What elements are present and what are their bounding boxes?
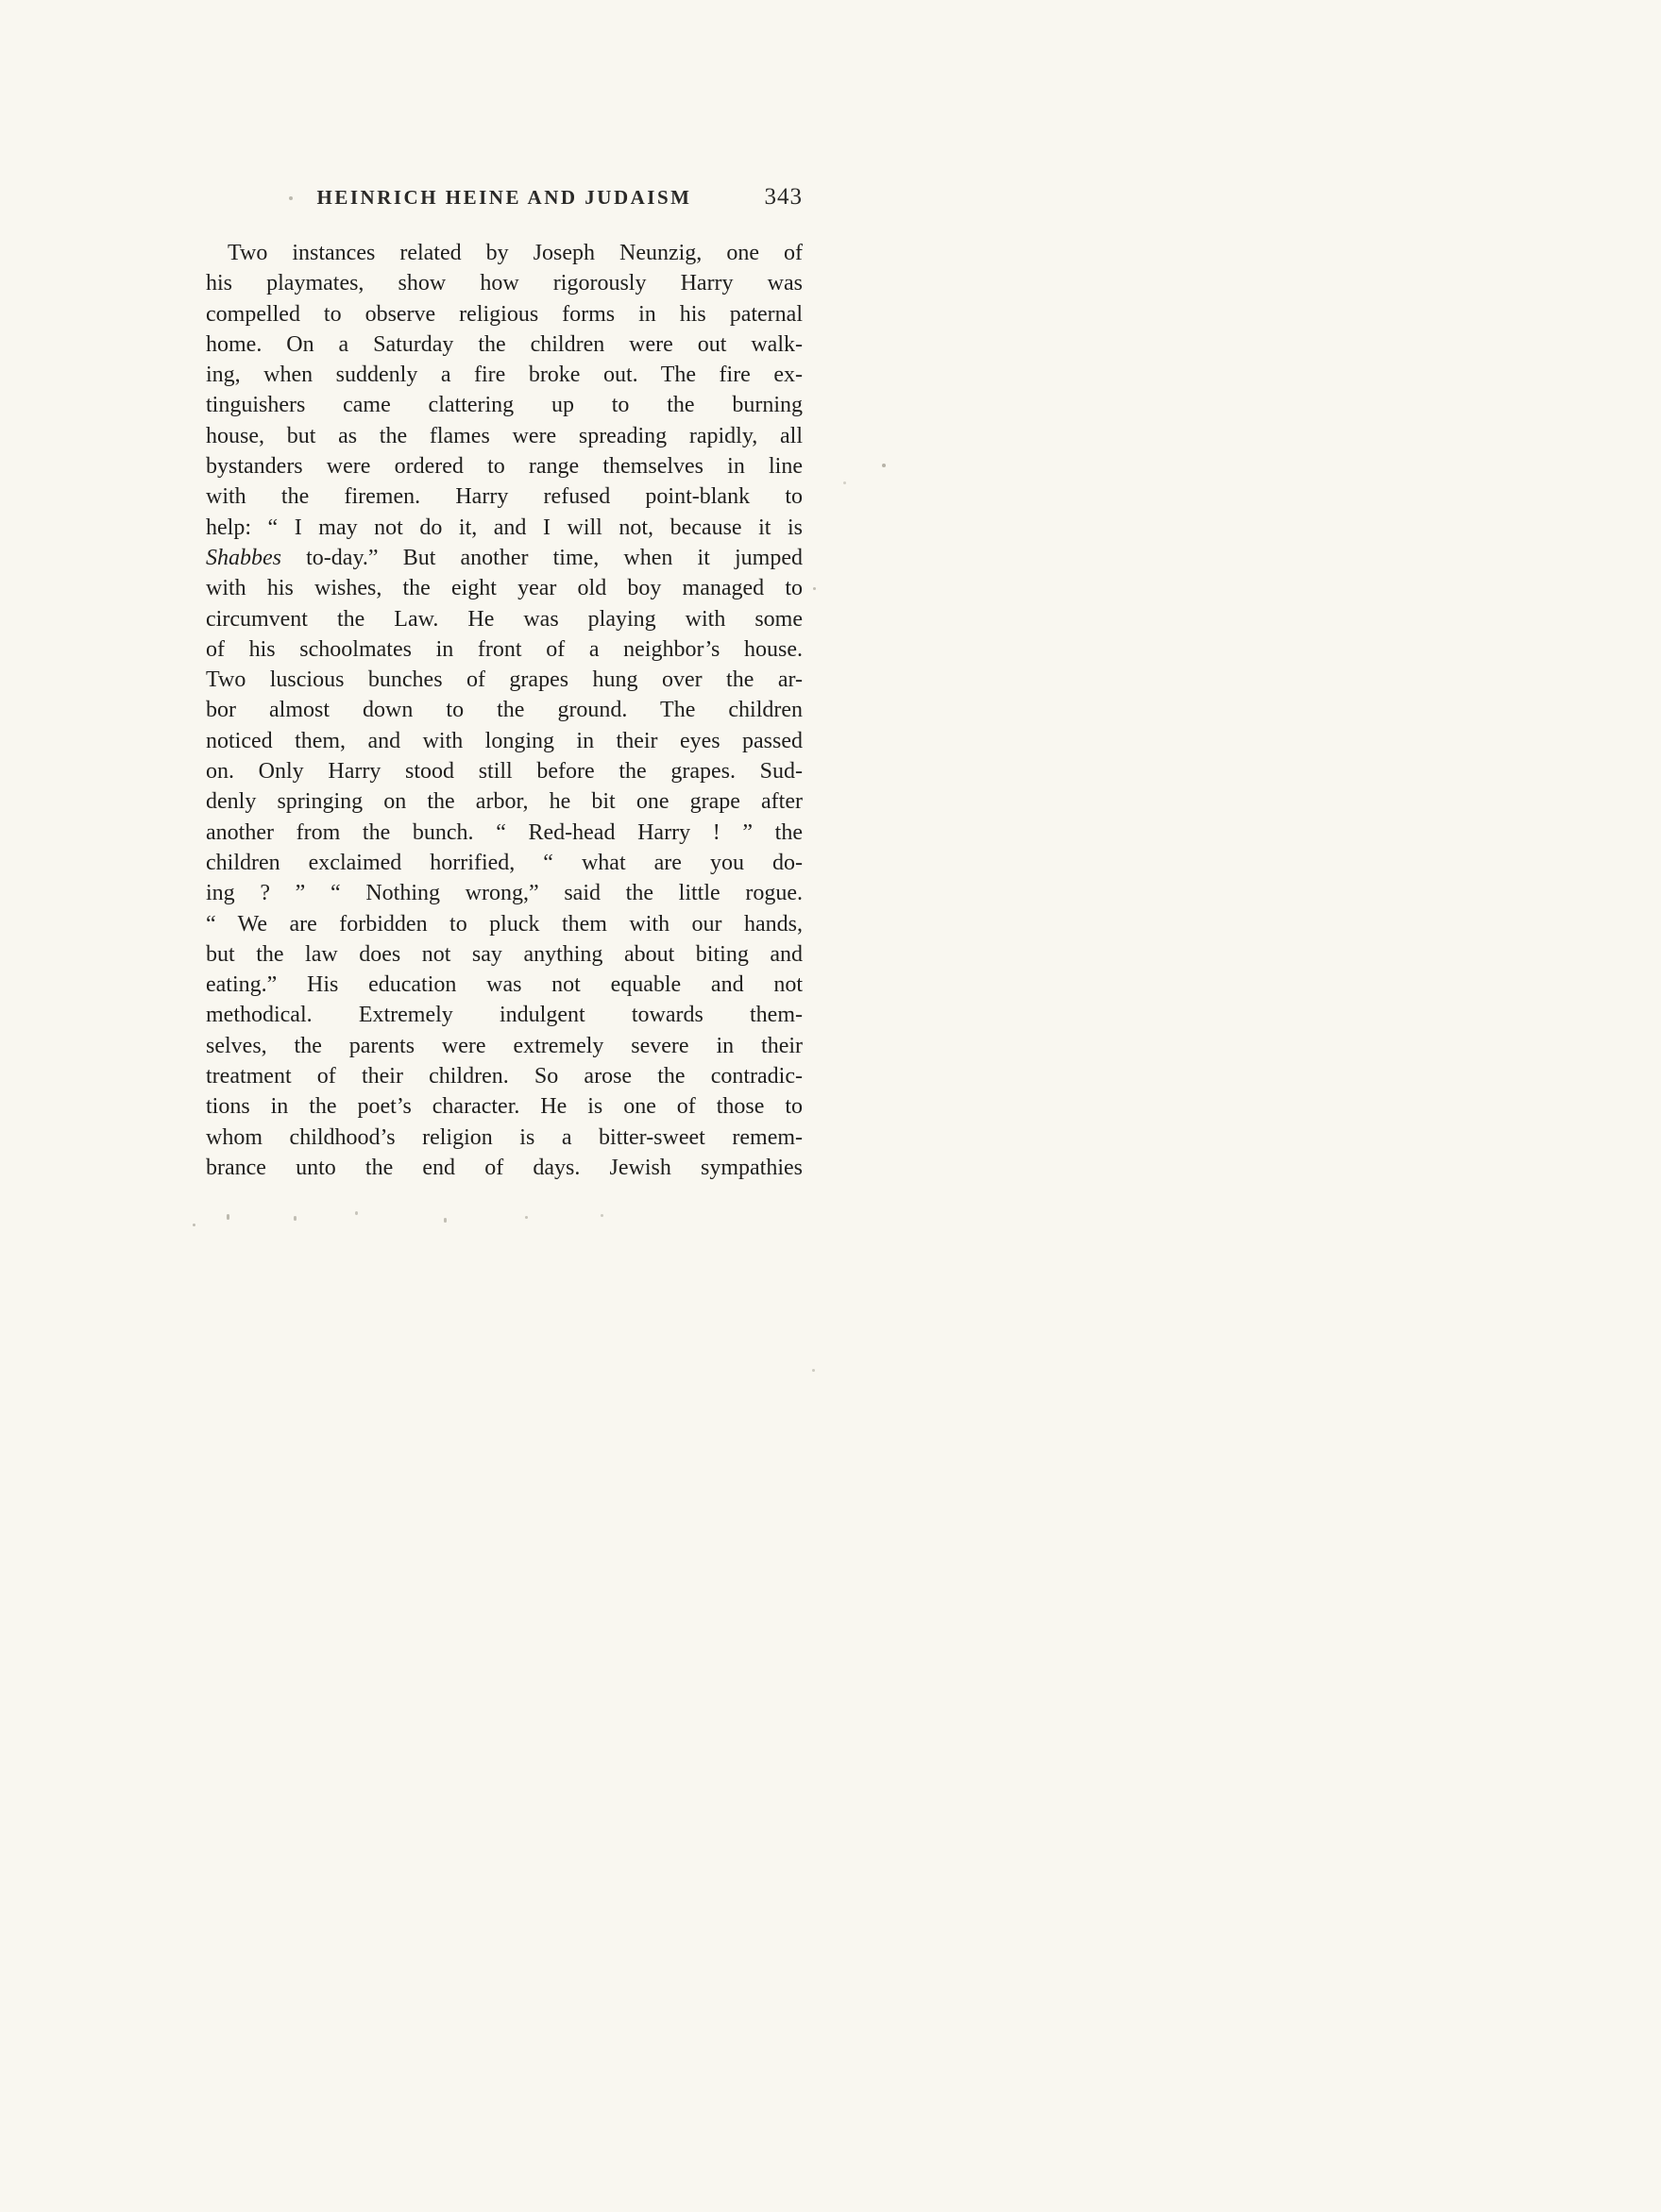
text-line: bystanders were ordered to range themselves in line	[206, 454, 803, 480]
text-line: selves, the parents were extremely severe in their	[206, 1033, 803, 1058]
text-line: compelled to observe religious forms in his paternal	[206, 301, 803, 327]
text-line: ing, when suddenly a fire broke out. The fire ex-	[206, 363, 803, 388]
text-line: his playmates, show how rigorously Harry was	[206, 271, 803, 296]
text-line: eating.” His education was not equable and not	[206, 972, 803, 998]
text-line: “ We are forbidden to pluck them with our hands,	[206, 911, 803, 937]
page-number: 343	[764, 184, 803, 210]
scan-speck	[843, 481, 846, 484]
body-lines	[206, 238, 803, 1183]
scan-speck	[355, 1211, 358, 1215]
text-line: bor almost down to the ground. The children	[206, 698, 803, 723]
scan-speck	[289, 196, 293, 200]
scan-speck	[601, 1214, 603, 1217]
text-column	[206, 183, 803, 1183]
scan-speck	[882, 464, 886, 467]
text-line: help: “ I may not do it, and I will not, because it is	[206, 515, 803, 540]
scan-speck	[227, 1214, 229, 1220]
text-line: on. Only Harry stood still before the grapes. Sud-	[206, 759, 803, 785]
scan-speck	[812, 1369, 815, 1372]
text-line: house, but as the flames were spreading rapidly, all	[206, 423, 803, 448]
text-line: but the law does not say anything about biting and	[206, 941, 803, 967]
running-head-title: HEINRICH HEINE AND JUDAISM	[316, 186, 692, 209]
text-line: tinguishers came clattering up to the burning	[206, 393, 803, 418]
text-line: circumvent the Law. He was playing with some	[206, 606, 803, 632]
page-header	[206, 183, 803, 215]
scan-speck	[444, 1218, 447, 1223]
scan-speck	[193, 1224, 195, 1226]
scan-speck	[294, 1216, 297, 1221]
text-line: noticed them, and with longing in their eyes passed	[206, 728, 803, 753]
text-line: Two luscious bunches of grapes hung over the ar-	[206, 667, 803, 693]
text-line: with his wishes, the eight year old boy managed to	[206, 576, 803, 601]
text-line: Two instances related by Joseph Neunzig, one of	[228, 241, 803, 265]
scan-speck	[813, 587, 816, 590]
text-line: brance unto the end of days. Jewish sympathies	[206, 1155, 803, 1180]
text-line: Shabbes to-day.” But another time, when it jumped	[206, 545, 803, 570]
text-line: of his schoolmates in front of a neighbor’s house.	[206, 636, 803, 662]
text-line: tions in the poet’s character. He is one of those to	[206, 1094, 803, 1120]
scan-speck	[525, 1216, 528, 1219]
text-line: home. On a Saturday the children were out walk-	[206, 331, 803, 357]
text-line: methodical. Extremely indulgent towards them-	[206, 1003, 803, 1028]
text-line: treatment of their children. So arose the contradic-	[206, 1064, 803, 1089]
text-line: denly springing on the arbor, he bit one grape after	[206, 789, 803, 815]
text-line: children exclaimed horrified, “ what are you do-	[206, 850, 803, 875]
text-line: whom childhood’s religion is a bitter-sweet remem-	[206, 1124, 803, 1150]
text-line: with the firemen. Harry refused point-blank to	[206, 484, 803, 510]
text-line: ing ? ” “ Nothing wrong,” said the little rogue.	[206, 881, 803, 906]
text-line: another from the bunch. “ Red-head Harry ! ” the	[206, 819, 803, 845]
